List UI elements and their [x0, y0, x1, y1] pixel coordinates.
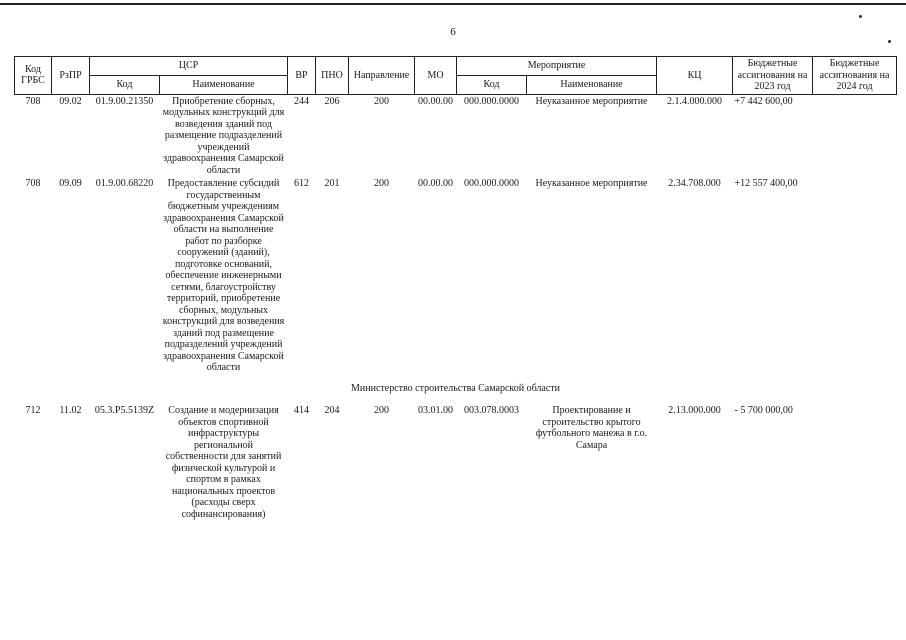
section-title: Министерство строительства Самарской области [351, 382, 561, 394]
header-kc: КЦ [657, 57, 733, 95]
scan-speck [888, 40, 891, 43]
cell-mer-name: Проектирование и строительство крытого футбольного манежа в г.о. Самара [535, 405, 648, 451]
cell-mer-kod: 003.078.0003 [464, 405, 520, 416]
cell-budget-2023: +12 557 400,00 [734, 178, 798, 189]
cell-mer-name: Неуказанное мероприятие [535, 95, 648, 107]
budget-table [14, 56, 897, 521]
cell-csr-name: Создание и модернизация объектов спортивной инфраструктуры региональной собственности для занятий физической культурой и спортом в рамках национальных проектов (расходы сверх софинансирования) [165, 405, 282, 520]
cell-mer-kod: 000.000.0000 [464, 178, 520, 189]
cell-mo: 00.00.00 [418, 95, 454, 107]
cell-pno: 201 [324, 178, 340, 189]
cell-budget-2024 [813, 94, 897, 177]
cell-grbs: 708 [25, 95, 41, 107]
cell-kc: 2.34.708.000 [668, 178, 721, 189]
header-budget-2024: Бюджетные ассигнования на 2024 год [813, 57, 897, 95]
cell-napravlenie: 200 [374, 95, 390, 107]
cell-vr: 414 [294, 405, 310, 416]
section-row [15, 375, 897, 405]
cell-budget-2023: - 5 700 000,00 [734, 405, 793, 416]
header-mer-kod: Код [457, 75, 527, 94]
header-csr-kod: Код [90, 75, 160, 94]
header-rzpr: РзПР [52, 57, 90, 95]
cell-budget-2023: +7 442 600,00 [734, 95, 793, 107]
table-row [15, 94, 897, 177]
header-csr: ЦСР [90, 57, 288, 76]
header-mo: МО [415, 57, 457, 95]
cell-csr-kod: 01.9.00.68220 [95, 178, 154, 189]
cell-rzpr: 11.02 [59, 405, 82, 416]
header-pno: ПНО [316, 57, 349, 95]
cell-vr: 612 [294, 178, 310, 189]
header-mer-name: Наименование [527, 75, 657, 94]
cell-mer-kod: 000.000.0000 [464, 95, 520, 107]
table-row [15, 177, 897, 375]
cell-grbs: 712 [25, 405, 41, 416]
header-csr-name: Наименование [160, 75, 288, 94]
cell-csr-kod: 05.3.P5.5139Z [94, 405, 155, 416]
cell-mo: 03.01.00 [418, 405, 454, 416]
scan-speck [859, 15, 862, 18]
header-budget-2023: Бюджетные ассигнования на 2023 год [733, 57, 813, 95]
top-border-line [0, 3, 906, 5]
header-meropriyatie: Мероприятие [457, 57, 657, 76]
cell-budget-2024 [813, 177, 897, 375]
cell-budget-2024 [813, 404, 897, 521]
cell-mer-name: Неуказанное мероприятие [535, 178, 648, 189]
header-napravlenie: Направление [349, 57, 415, 95]
cell-pno: 206 [324, 95, 340, 107]
cell-csr-name: Приобретение сборных, модульных конструкций для возведения зданий под размещение подразделений учреждений здравоохранения Самарской области [162, 95, 285, 176]
cell-napravlenie: 200 [374, 178, 390, 189]
page-number: 6 [450, 26, 456, 38]
cell-mo: 00.00.00 [418, 178, 454, 189]
cell-rzpr: 09.09 [59, 178, 82, 189]
header-vr: ВР [288, 57, 316, 95]
header-kod-grbs: Код ГРБС [15, 57, 52, 95]
cell-napravlenie: 200 [374, 405, 390, 416]
table-header [15, 57, 897, 95]
cell-csr-name: Предоставление субсидий государственным бюджетным учреждениям здравоохранения Самарской области на выполнение работ по разборке сооружений (зданий), подготовке оснований, обеспечение инженерными сетями, благоустройству территорий, приобретение сборных, модульных конструкций для возведения зданий под размещение подразделений учреждений здравоохранения Самарской области [162, 178, 285, 373]
cell-rzpr: 09.02 [59, 95, 82, 107]
cell-csr-kod: 01.9.00.21350 [95, 95, 154, 107]
cell-kc: 2.1.4.000.000 [667, 95, 723, 107]
table-row [15, 404, 897, 521]
cell-kc: 2.13.000.000 [668, 405, 721, 416]
cell-pno: 204 [324, 405, 340, 416]
cell-vr: 244 [294, 95, 310, 107]
cell-grbs: 708 [25, 178, 41, 189]
